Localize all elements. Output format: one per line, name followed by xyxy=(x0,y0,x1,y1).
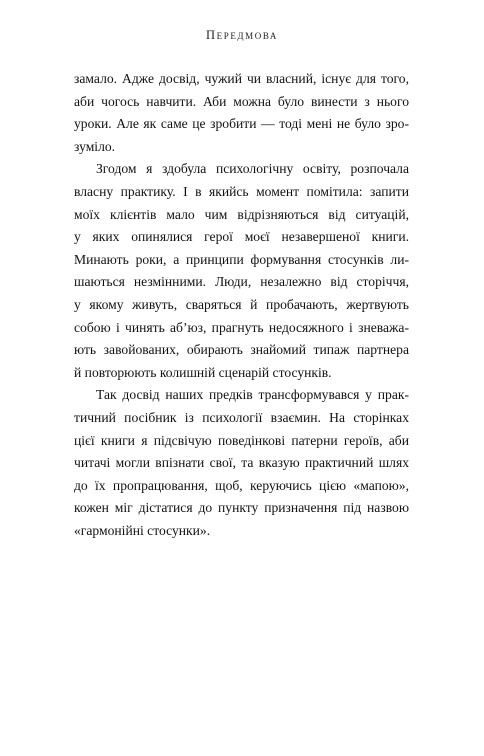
text-line: Так досвід наших предків трансформувався у прак- xyxy=(96,387,409,403)
text-line: Згодом я здобула психологічну освіту, розпочала xyxy=(96,161,409,177)
text-line: у якому живуть, сваряться й пробачають, жертвують xyxy=(74,296,409,312)
text-line: зуміло. xyxy=(74,138,116,154)
text-line: у яких опинялися герої моєї незавершеної книги. xyxy=(74,229,409,245)
text-line: цієї книги я підсвічую поведінкові патерни героїв, аби xyxy=(74,432,409,448)
text-line: тичний посібник із психології взаємин. На сторінках xyxy=(74,409,409,425)
text-line: читачі могли впізнати свої, та вказую практичний шлях xyxy=(74,455,409,471)
text-line: й повторюють колишній сценарій стосунків. xyxy=(74,364,332,380)
text-line: до їх пропрацювання, щоб, керуючись цією «мапою», xyxy=(74,477,409,493)
text-line: власну практику. І в якийсь момент помітила: запити xyxy=(74,183,409,199)
text-line: ють завойованих, обирають знайомий типаж партнера xyxy=(74,342,409,358)
text-line: собою і чинять аб’юз, прагнуть недосяжного і зневажа- xyxy=(74,319,409,335)
paragraph-3 xyxy=(74,384,409,542)
text-line: шаються незмінними. Люди, незалежно від сторіччя, xyxy=(74,274,409,290)
text-line: Минають роки, а принципи формування стосунків ли- xyxy=(74,251,409,267)
text-line: уроки. Але як саме це зробити — тоді мені не було зро- xyxy=(74,116,409,132)
body-text xyxy=(74,68,409,542)
text-line: моїх клієнтів мало чим відрізняються від ситуацій, xyxy=(74,206,409,222)
paragraph-1 xyxy=(74,68,409,158)
text-line: «гармонійні стосунки». xyxy=(74,522,211,538)
paragraph-2 xyxy=(74,158,409,384)
text-line: кожен міг дістатися до пункту призначення під назвою xyxy=(74,500,409,516)
running-header: Передмова xyxy=(205,28,278,42)
text-line: аби чогось навчити. Аби можна було винести з нього xyxy=(74,93,409,109)
text-line: замало. Адже досвід, чужий чи власний, існує для того, xyxy=(74,71,409,86)
